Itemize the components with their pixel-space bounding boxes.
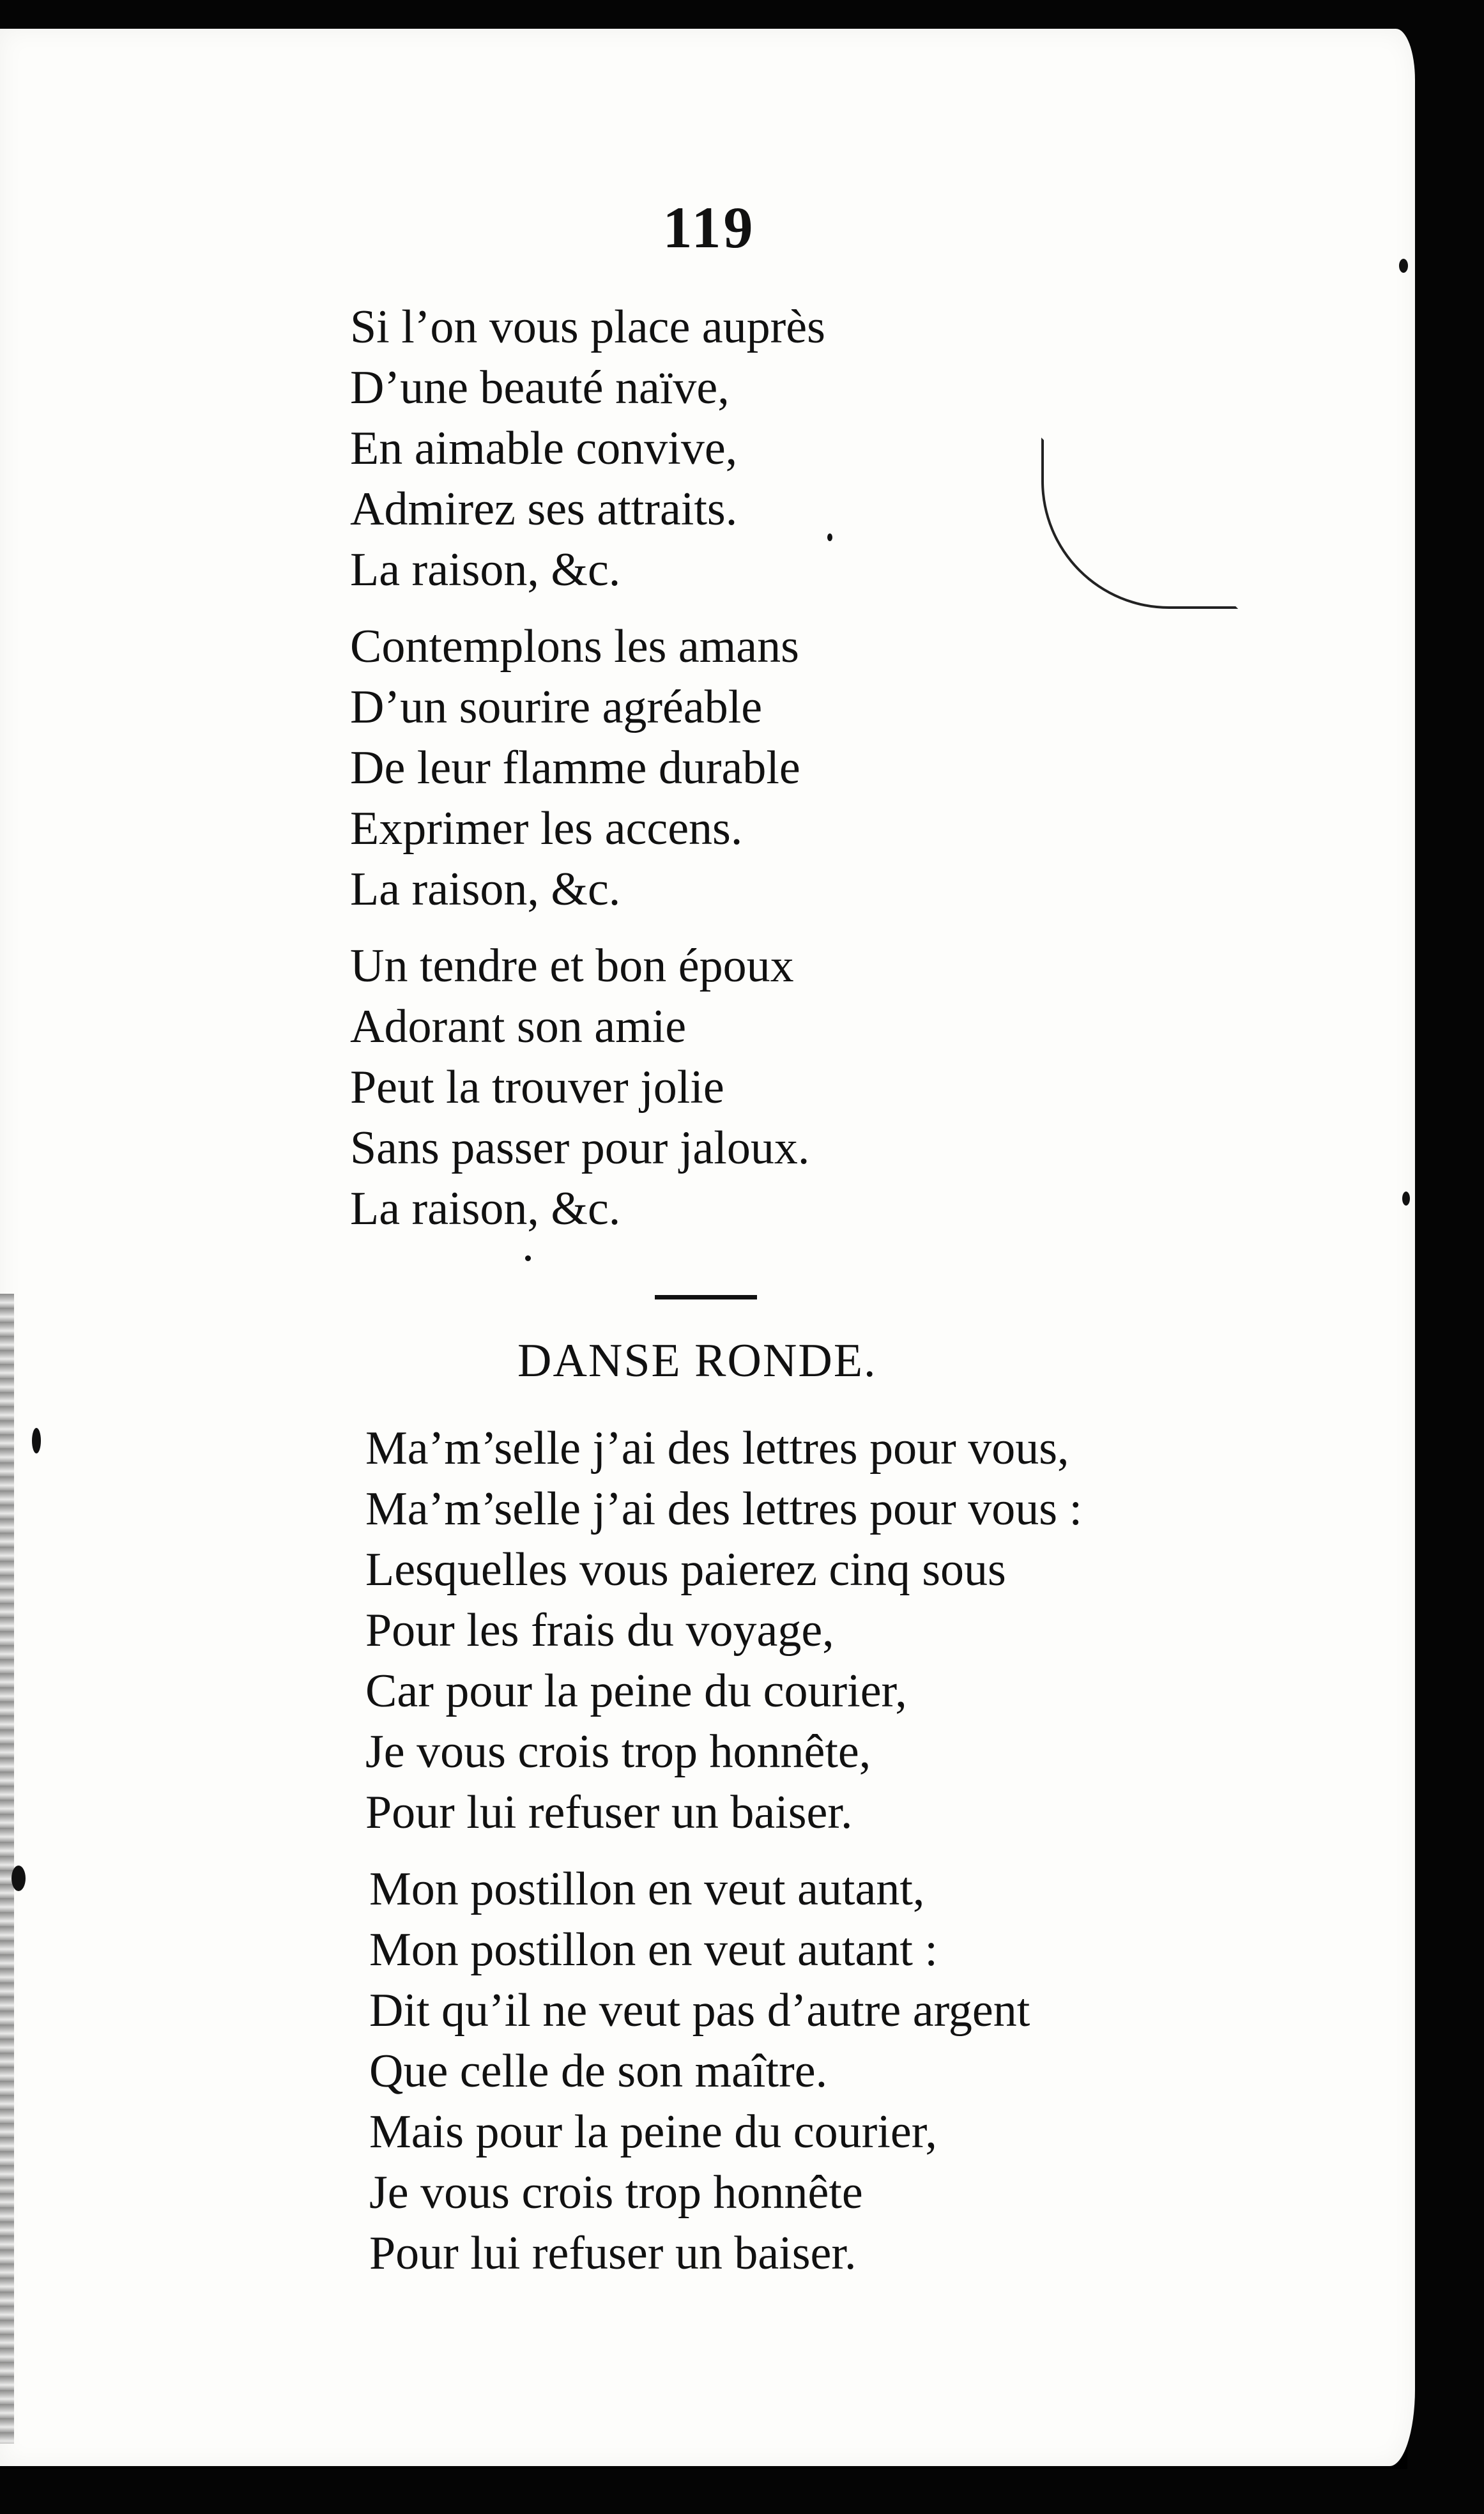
verse-line: Exprimer les accens. [350,802,743,855]
stanza-2 [350,617,800,920]
verse-line: Que celle de son maître. [369,2045,828,2097]
ink-speck [1399,259,1408,273]
book-page [0,29,1415,2466]
verse-line: Peut la trouver jolie [350,1061,724,1114]
verse-line: Un tendre et bon époux [350,940,794,992]
verse-line: Sans passer pour jaloux. [350,1122,810,1174]
ink-speck [32,1428,41,1453]
verse-line: Mon postillon en veut autant : [369,1924,938,1976]
page-binding-edge [0,1294,14,2444]
page-number: 119 [662,195,756,260]
ink-speck [1402,1192,1410,1206]
verse-line: Mais pour la peine du courier, [369,2106,937,2158]
section-title: DANSE RONDE. [517,1335,877,1387]
song-stanza-2 [369,1859,1030,2284]
ink-speck [827,533,832,541]
verse-line: Car pour la peine du courier, [365,1665,907,1717]
verse-line: Dit qu’il ne veut pas d’autre argent [369,1984,1030,2037]
verse-line: Si l’on vous place auprès [350,301,825,353]
verse-line: Je vous crois trop honnête [369,2166,863,2219]
verse-line: La raison, &c. [350,863,621,916]
verse-line: Adorant son amie [350,1000,687,1053]
verse-line: Ma’m’selle j’ai des lettres pour vous, [365,1422,1069,1475]
stanza-3 [350,936,809,1239]
ink-speck [11,1866,26,1891]
verse-line: Pour les frais du voyage, [365,1604,834,1657]
scan-border-right [1407,0,1484,2514]
section-divider [655,1295,757,1299]
verse-line: Lesquelles vous paierez cinq sous [365,1544,1006,1596]
verse-line: Mon postillon en veut autant, [369,1863,925,1915]
scan-border-bottom [0,2469,1484,2514]
verse-line: Je vous crois trop honnête, [365,1726,871,1778]
paper-crease-mark [1041,438,1238,609]
stanza-1 [350,297,825,601]
verse-line: En aimable convive, [350,422,738,475]
ink-speck [525,1255,531,1261]
verse-line: D’un sourire agréable [350,681,763,733]
verse-line: De leur flamme durable [350,742,800,794]
verse-line: Pour lui refuser un baiser. [369,2227,857,2280]
verse-line: La raison, &c. [350,544,621,596]
verse-line: Pour lui refuser un baiser. [365,1786,853,1839]
verse-line: La raison, &c. [350,1183,621,1235]
verse-line: Contemplons les amans [350,620,799,673]
verse-line: D’une beauté naïve, [350,362,730,414]
song-stanza-1 [365,1418,1082,1843]
verse-line: Admirez ses attraits. [350,483,738,535]
verse-line: Ma’m’selle j’ai des lettres pour vous : [365,1483,1083,1535]
